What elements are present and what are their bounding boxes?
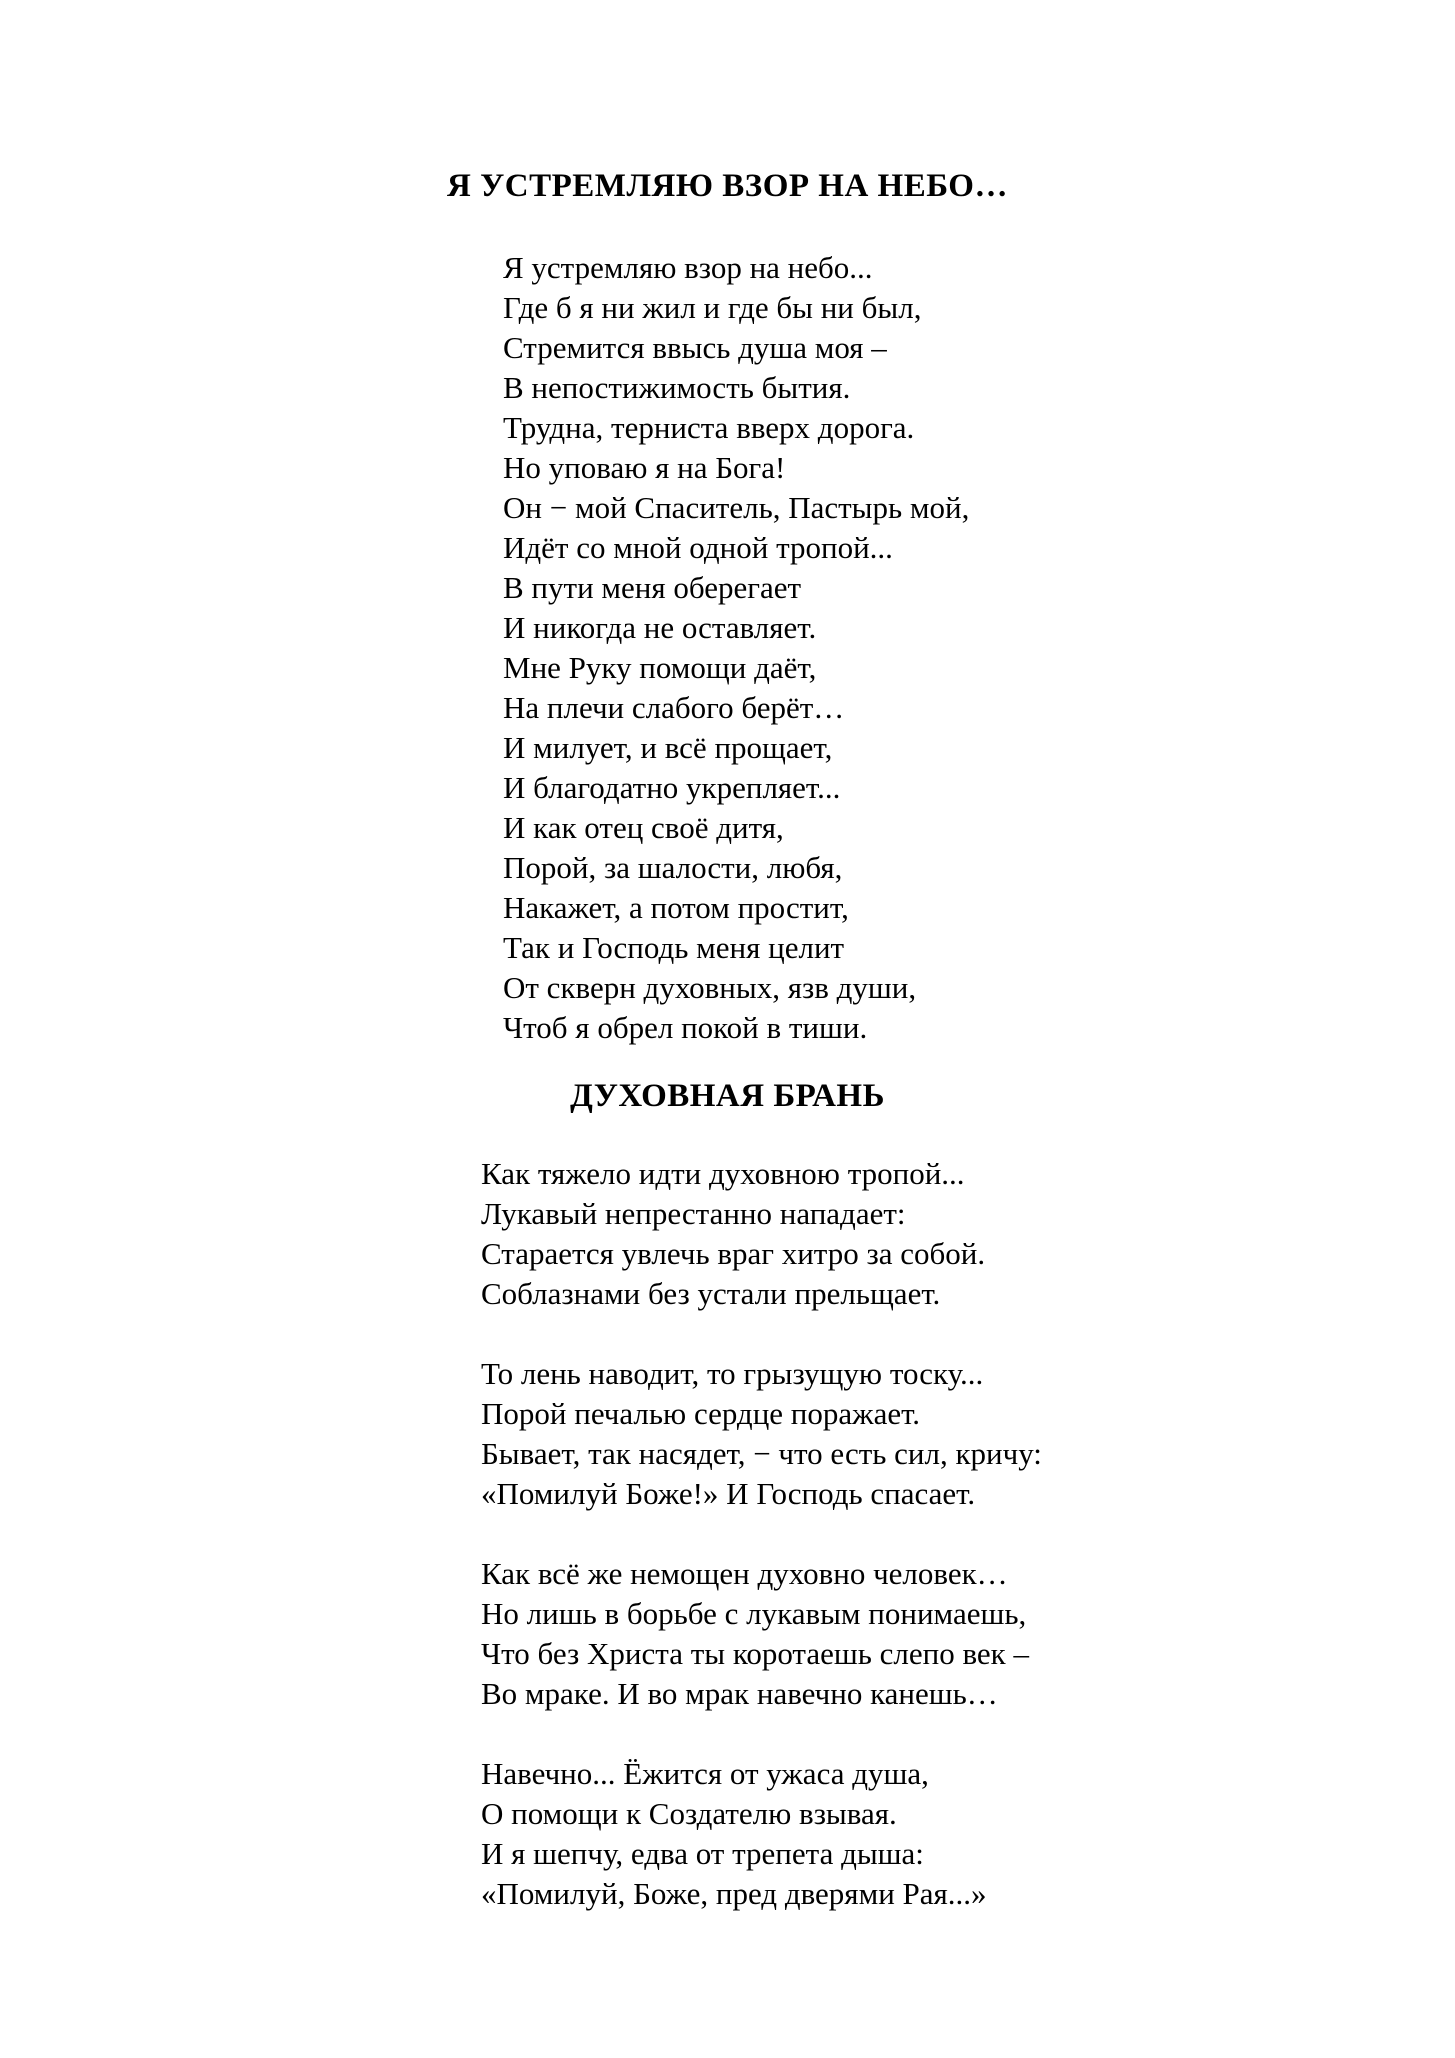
poem-line: Старается увлечь враг хитро за собой. xyxy=(481,1236,986,1271)
poem-body-second xyxy=(481,1154,1042,1914)
poem-line: На плечи слабого берёт… xyxy=(503,690,845,725)
poem-line: Но уповаю я на Бога! xyxy=(503,450,786,485)
poem-line: Накажет, а потом простит, xyxy=(503,890,849,925)
poem-title-second: ДУХОВНАЯ БРАНЬ xyxy=(570,1078,885,1114)
stanza xyxy=(481,1354,1042,1514)
poem-line: Где б я ни жил и где бы ни был, xyxy=(503,290,922,325)
poem-line: Я устремляю взор на небо... xyxy=(503,250,873,285)
poem-line: «Помилуй, Боже, пред дверями Рая...» xyxy=(481,1876,987,1911)
poem-line: Чтоб я обрел покой в тиши. xyxy=(503,1010,868,1045)
poem-line: И никогда не оставляет. xyxy=(503,610,817,645)
poem-line: То лень наводит, то грызущую тоску... xyxy=(481,1356,984,1391)
poem-line: Трудна, терниста вверх дорога. xyxy=(503,410,915,445)
poem-line: И милует, и всё прощает, xyxy=(503,730,833,765)
poem-line: Он − мой Спаситель, Пастырь мой, xyxy=(503,490,970,525)
poem-line: Бывает, так насядет, − что есть сил, кричу: xyxy=(481,1436,1042,1471)
poem-line: Порой, за шалости, любя, xyxy=(503,850,843,885)
poem-line: Порой печалью сердце поражает. xyxy=(481,1396,921,1431)
poem-line: Как всё же немощен духовно человек… xyxy=(481,1556,1008,1591)
poem-line: Но лишь в борьбе с лукавым понимаешь, xyxy=(481,1596,1027,1631)
poem-line: От скверн духовных, язв души, xyxy=(503,970,917,1005)
poem-title-first: Я УСТРЕМЛЯЮ ВЗОР НА НЕБО… xyxy=(447,168,1008,204)
poem-line: И как отец своё дитя, xyxy=(503,810,784,845)
poem-line: Что без Христа ты коротаешь слепо век – xyxy=(481,1636,1029,1671)
poem-line: Во мраке. И во мрак навечно канешь… xyxy=(481,1676,998,1711)
poem-line: В непостижимость бытия. xyxy=(503,370,851,405)
poem-line: Навечно... Ёжится от ужаса душа, xyxy=(481,1756,929,1791)
poem-line: «Помилуй Боже!» И Господь спасает. xyxy=(481,1476,976,1511)
poem-line: Стремится ввысь душа моя – xyxy=(503,330,887,365)
poem-line: Соблазнами без устали прельщает. xyxy=(481,1276,941,1311)
poem-line: Как тяжело идти духовною тропой... xyxy=(481,1156,965,1191)
stanza xyxy=(503,248,969,1048)
stanza xyxy=(481,1554,1042,1714)
poem-line: Так и Господь меня целит xyxy=(503,930,845,965)
poem-line: И благодатно укрепляет... xyxy=(503,770,841,805)
poem-line: Идёт со мной одной тропой... xyxy=(503,530,893,565)
poem-line: И я шепчу, едва от трепета дыша: xyxy=(481,1836,924,1871)
poem-line: Мне Руку помощи даёт, xyxy=(503,650,817,685)
poem-line: О помощи к Создателю взывая. xyxy=(481,1796,897,1831)
poem-body-first xyxy=(503,248,969,1048)
stanza xyxy=(481,1754,1042,1914)
stanza xyxy=(481,1154,1042,1314)
poem-line: В пути меня оберегает xyxy=(503,570,802,605)
poem-line: Лукавый непрестанно нападает: xyxy=(481,1196,906,1231)
